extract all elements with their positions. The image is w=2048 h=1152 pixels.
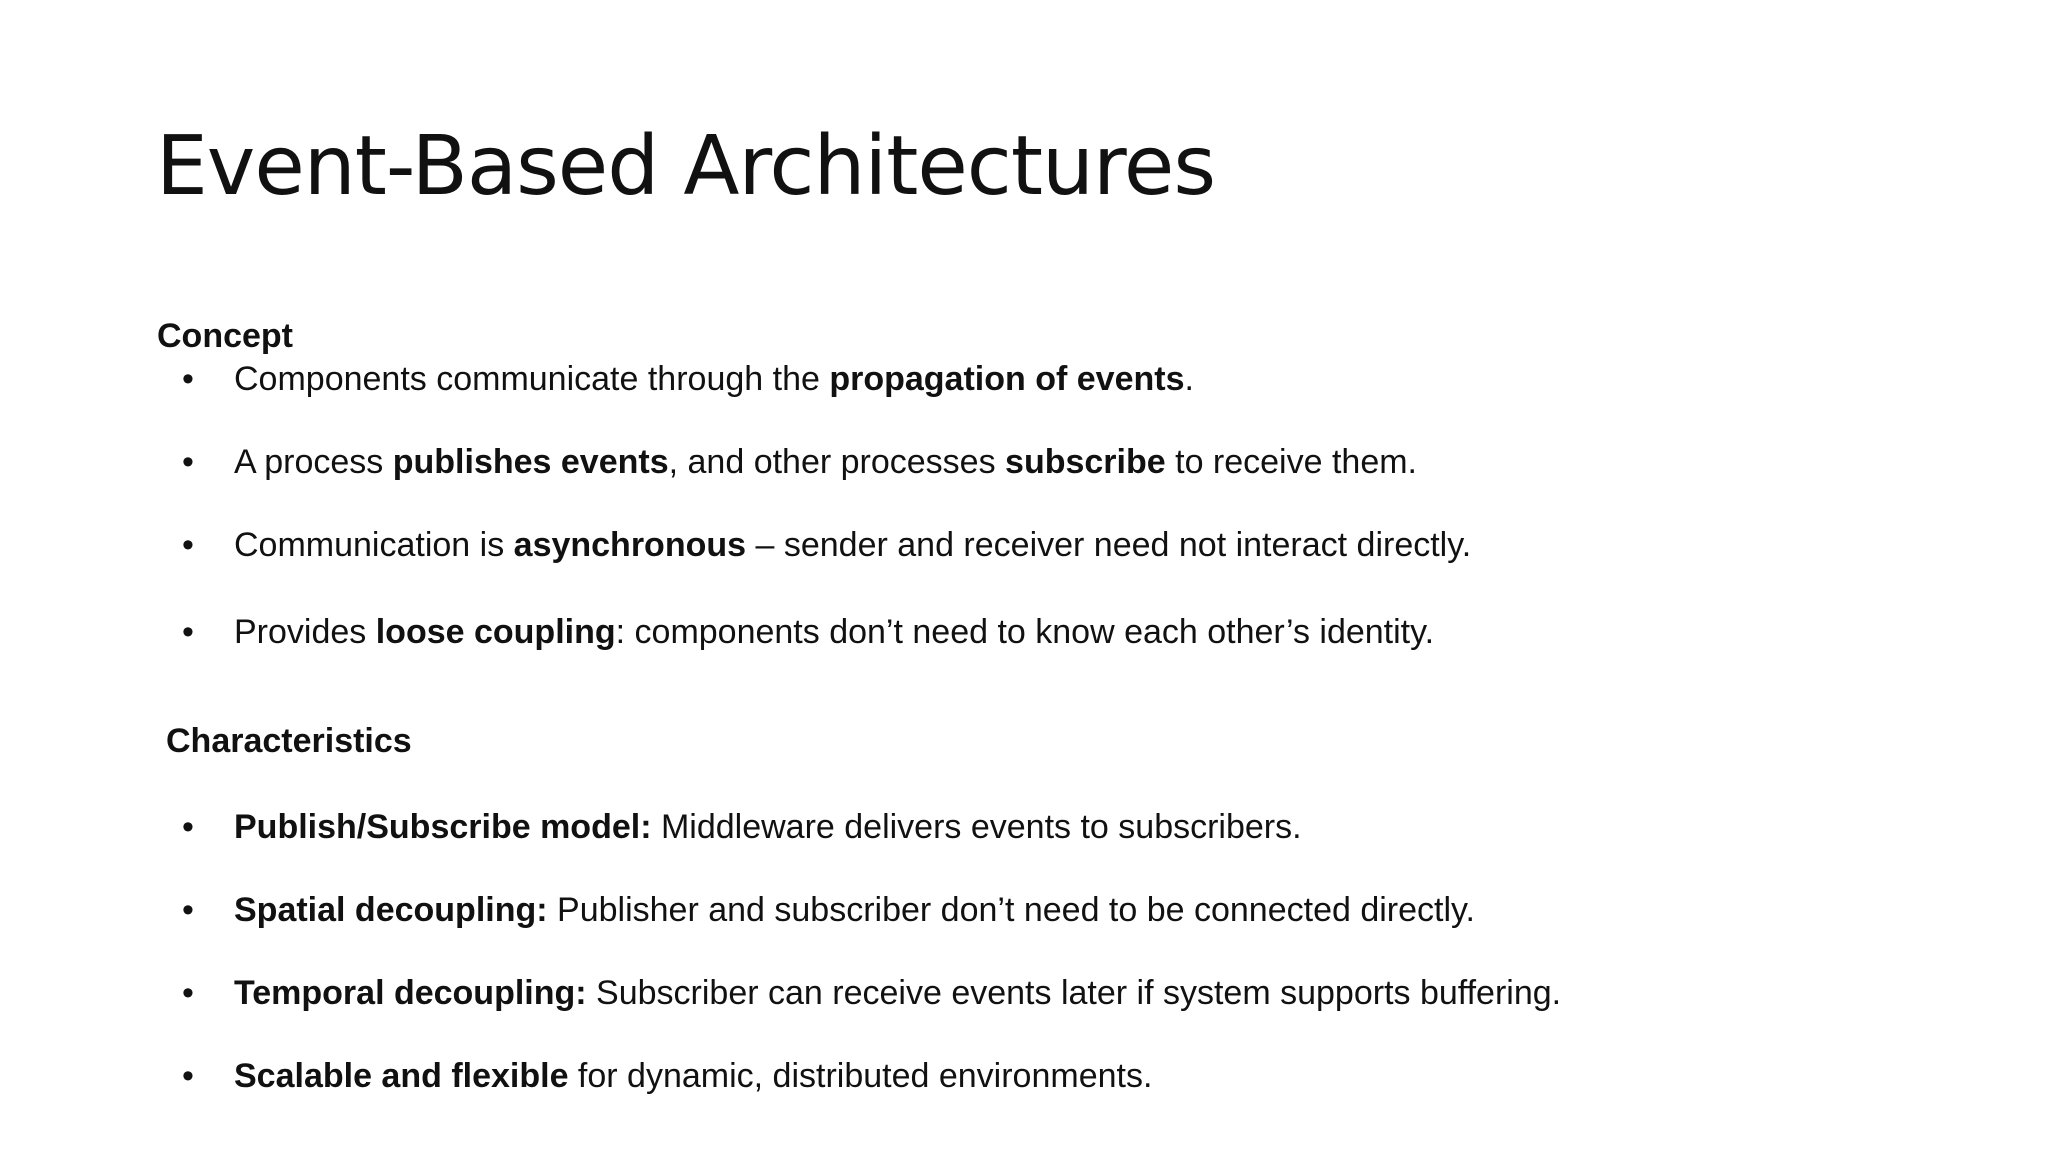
- emphasis-text: publishes events: [392, 443, 669, 481]
- list-item: [0, 805, 1900, 849]
- body-text: .: [1184, 360, 1194, 398]
- list-item: [0, 1054, 1900, 1098]
- emphasis-text: asynchronous: [513, 526, 747, 564]
- bullet-text: [234, 805, 1302, 849]
- body-text: A process: [234, 443, 393, 481]
- list-item: [0, 440, 1900, 484]
- body-text: Middleware delivers events to subscribers.: [651, 808, 1302, 846]
- body-text: : components don’t need to know each other’s identity.: [615, 613, 1435, 651]
- list-item: [0, 971, 1900, 1015]
- bullet-text: [234, 1054, 1152, 1098]
- emphasis-text: Scalable and flexible: [234, 1057, 569, 1095]
- bullet-marker: •: [182, 360, 194, 398]
- bullet-marker: •: [182, 443, 194, 481]
- bullet-text: [234, 888, 1475, 932]
- body-text: to receive them.: [1165, 443, 1418, 481]
- body-text: for dynamic, distributed environments.: [568, 1057, 1153, 1095]
- emphasis-text: Spatial decoupling:: [234, 891, 548, 929]
- emphasis-text: loose coupling: [375, 613, 616, 651]
- list-item: [0, 357, 1900, 401]
- emphasis-text: Temporal decoupling:: [234, 974, 587, 1012]
- bullet-text: [234, 440, 1417, 484]
- list-item: [0, 523, 1900, 567]
- bullet-text: [234, 971, 1561, 1015]
- body-text: Components communicate through the: [234, 360, 830, 398]
- bullet-text: [234, 523, 1471, 567]
- body-text: Communication is: [234, 526, 514, 564]
- body-text: Publisher and subscriber don’t need to be connected directly.: [547, 891, 1475, 929]
- bullet-text: [234, 610, 1434, 654]
- body-text: Provides: [234, 613, 376, 651]
- bullet-text: [234, 357, 1194, 401]
- body-text: , and other processes: [668, 443, 1006, 481]
- bullet-marker: •: [182, 613, 194, 651]
- bullet-marker: •: [182, 974, 194, 1012]
- concept-heading: Concept: [157, 317, 293, 355]
- characteristics-heading: Characteristics: [166, 722, 412, 760]
- emphasis-text: Publish/Subscribe model:: [234, 808, 652, 846]
- emphasis-text: propagation of events: [829, 360, 1185, 398]
- bullet-marker: •: [182, 891, 194, 929]
- bullet-marker: •: [182, 808, 194, 846]
- emphasis-text: subscribe: [1005, 443, 1166, 481]
- bullet-marker: •: [182, 1057, 194, 1095]
- body-text: – sender and receiver need not interact directly.: [746, 526, 1472, 564]
- list-item: [0, 610, 1900, 654]
- body-text: Subscriber can receive events later if system supports buffering.: [586, 974, 1562, 1012]
- list-item: [0, 888, 1900, 932]
- bullet-marker: •: [182, 526, 194, 564]
- slide-title: Event-Based Architectures: [156, 119, 1216, 214]
